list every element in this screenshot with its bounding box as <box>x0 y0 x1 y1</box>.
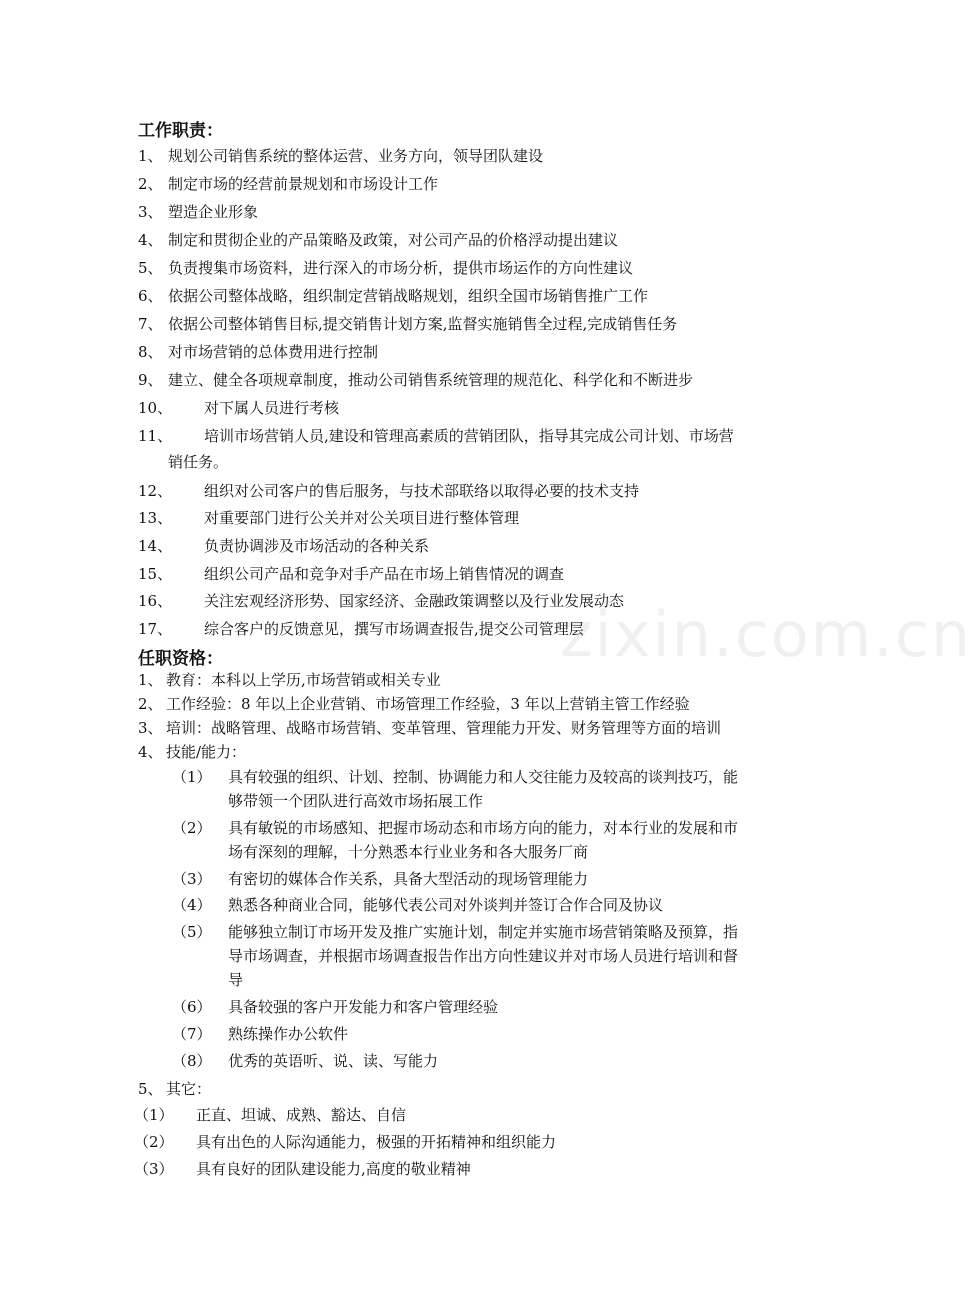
duty-number: 5、 <box>138 259 163 277</box>
duty-text: 对下属人员进行考核 <box>204 399 340 417</box>
other-text: 正直、坦诚、成熟、豁达、自信 <box>196 1106 407 1124</box>
duty-text: 对市场营销的总体费用进行控制 <box>168 343 379 361</box>
duty-number: 15、 <box>138 565 173 583</box>
duty-number: 13、 <box>138 509 173 527</box>
qualification-number: 1、 <box>138 671 163 689</box>
other-number: （3） <box>134 1160 174 1178</box>
skill-number: （4） <box>172 896 212 914</box>
skill-text: 够带领一个团队进行高效市场拓展工作 <box>228 792 484 810</box>
qualification-text: 培训：战略管理、战略市场营销、变革管理、管理能力开发、财务管理等方面的培训 <box>166 719 722 737</box>
skill-text: 优秀的英语听、说、读、写能力 <box>228 1052 439 1070</box>
duty-number: 17、 <box>138 620 173 638</box>
qualification-text: 其它： <box>166 1080 212 1098</box>
duty-number: 10、 <box>138 399 173 417</box>
qualification-text: 工作经验：8 年以上企业营销、市场管理工作经验，3 年以上营销主管工作经验 <box>166 695 690 713</box>
duty-text: 销任务。 <box>168 453 229 471</box>
skill-text: 有密切的媒体合作关系，具备大型活动的现场管理能力 <box>228 870 589 888</box>
qualification-number: 4、 <box>138 743 163 761</box>
duties-heading: 工作职责： <box>138 121 223 141</box>
duty-number: 4、 <box>138 231 163 249</box>
skill-number: （5） <box>172 923 212 941</box>
other-number: （2） <box>134 1133 174 1151</box>
duty-number: 14、 <box>138 537 173 555</box>
duty-text: 关注宏观经济形势、国家经济、金融政策调整以及行业发展动态 <box>204 592 625 610</box>
qualification-number: 3、 <box>138 719 163 737</box>
duty-text: 规划公司销售系统的整体运营、业务方向，领导团队建设 <box>168 147 544 165</box>
duty-text: 组织对公司客户的售后服务，与技术部联络以取得必要的技术支持 <box>204 482 640 500</box>
duty-number: 6、 <box>138 287 163 305</box>
duty-number: 9、 <box>138 371 163 389</box>
skill-text: 熟练操作办公软件 <box>228 1025 349 1043</box>
skill-number: （1） <box>172 768 212 786</box>
duty-text: 对重要部门进行公关并对公关项目进行整体管理 <box>204 509 520 527</box>
duty-text: 制定和贯彻企业的产品策略及政策，对公司产品的价格浮动提出建议 <box>168 231 619 249</box>
skill-number: （7） <box>172 1025 212 1043</box>
duty-text: 组织公司产品和竞争对手产品在市场上销售情况的调查 <box>204 565 565 583</box>
qualification-number: 2、 <box>138 695 163 713</box>
other-text: 具有良好的团队建设能力,高度的敬业精神 <box>196 1160 471 1178</box>
skill-text: 具有敏锐的市场感知、把握市场动态和市场方向的能力，对本行业的发展和市 <box>228 819 739 837</box>
skill-text: 导市场调查，并根据市场调查报告作出方向性建议并对市场人员进行培训和督 <box>228 947 739 965</box>
duty-text: 制定市场的经营前景规划和市场设计工作 <box>168 175 439 193</box>
duty-text: 培训市场营销人员,建设和管理高素质的营销团队，指导其完成公司计划、市场营 <box>204 427 734 445</box>
skill-text: 具有较强的组织、计划、控制、协调能力和人交往能力及较高的谈判技巧，能 <box>228 768 739 786</box>
duty-number: 12、 <box>138 482 173 500</box>
duty-number: 7、 <box>138 315 163 333</box>
skill-text: 场有深刻的理解，十分熟悉本行业业务和各大服务厂商 <box>228 843 589 861</box>
duty-text: 塑造企业形象 <box>168 203 259 221</box>
skill-number: （2） <box>172 819 212 837</box>
duty-number: 2、 <box>138 175 163 193</box>
duty-number: 16、 <box>138 592 173 610</box>
duty-number: 1、 <box>138 147 163 165</box>
duty-text: 综合客户的反馈意见，撰写市场调查报告,提交公司管理层 <box>204 620 584 638</box>
skill-text: 导 <box>228 971 244 989</box>
qualifications-heading: 任职资格： <box>138 649 223 669</box>
duty-number: 8、 <box>138 343 163 361</box>
watermark: zixin.com.cn <box>560 598 972 671</box>
skill-number: （3） <box>172 870 212 888</box>
duty-text: 建立、健全各项规章制度，推动公司销售系统管理的规范化、科学化和不断进步 <box>168 371 694 389</box>
skill-text: 熟悉各种商业合同，能够代表公司对外谈判并签订合作合同及协议 <box>228 896 664 914</box>
duty-text: 依据公司整体战略，组织制定营销战略规划，组织全国市场销售推广工作 <box>168 287 649 305</box>
other-number: （1） <box>134 1106 174 1124</box>
duty-number: 3、 <box>138 203 163 221</box>
duty-text: 负责协调涉及市场活动的各种关系 <box>204 537 430 555</box>
qualification-number: 5、 <box>138 1080 163 1098</box>
other-text: 具有出色的人际沟通能力，极强的开拓精神和组织能力 <box>196 1133 557 1151</box>
duty-text: 负责搜集市场资料，进行深入的市场分析，提供市场运作的方向性建议 <box>168 259 634 277</box>
skill-number: （8） <box>172 1052 212 1070</box>
skill-text: 具备较强的客户开发能力和客户管理经验 <box>228 998 499 1016</box>
skill-text: 能够独立制订市场开发及推广实施计划，制定并实施市场营销策略及预算，指 <box>228 923 739 941</box>
duty-number: 11、 <box>138 427 173 445</box>
qualification-text: 技能/能力： <box>166 743 247 761</box>
duty-text: 依据公司整体销售目标,提交销售计划方案,监督实施销售全过程,完成销售任务 <box>168 315 678 333</box>
skill-number: （6） <box>172 998 212 1016</box>
qualification-text: 教育：本科以上学历,市场营销或相关专业 <box>166 671 441 689</box>
